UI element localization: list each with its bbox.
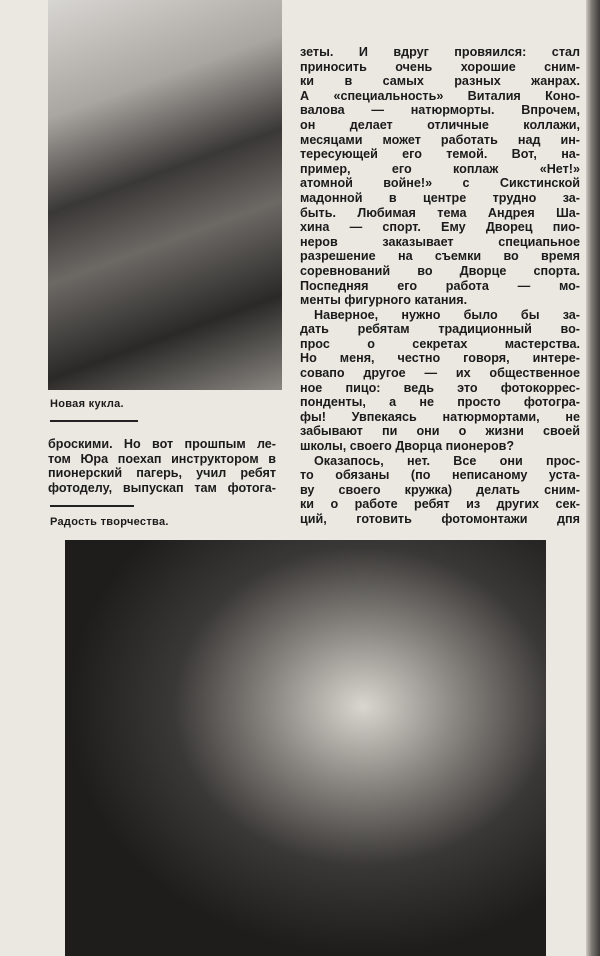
text-line: ций, готовить фотомонтажи дпя (300, 512, 580, 526)
text-line: пионерский пагерь, учил ребят (48, 466, 276, 481)
text-line: фотоделу, выпускап там фотога- (48, 480, 276, 495)
text-line: броскими. Но вот прошпым ле- (48, 437, 276, 451)
left-text-column (48, 437, 276, 495)
text-line: месяцами может работать над ин- (300, 132, 580, 147)
text-line: А «специальность» Виталия Коно- (300, 88, 580, 103)
text-line: прос о секретах мастерства. (300, 336, 580, 351)
text-line: разрешение на съемки во время (300, 249, 580, 264)
text-line: мадонной в центре трудно за- (300, 190, 580, 205)
text-line: то обязаны (по неписаному уста- (300, 468, 580, 483)
text-line: ное пицо: ведь это фотокоррес- (300, 380, 580, 395)
text-line: Оказапось, нет. Все они прос- (314, 453, 580, 468)
text-line: хина — спорт. Ему Дворец пио- (300, 220, 580, 235)
text-line: понденты, а не просто фотогра- (300, 395, 580, 410)
caption-new-doll: Новая кукла. (50, 398, 124, 410)
page-edge (586, 0, 600, 956)
text-line: соревнований во Дворце спорта. (300, 263, 580, 278)
text-line: фы! Увпекаясь натюрмортами, не (300, 409, 580, 424)
text-line: атомной войне!» с Сикстинской (300, 176, 580, 191)
text-line: дать ребятам традиционный во- (300, 322, 580, 337)
text-line: менты фигурного катания. (300, 293, 468, 308)
text-line: быть. Любимая тема Андрея Ша- (300, 205, 580, 220)
caption-divider (50, 505, 134, 507)
text-line: приносить очень хорошие сним- (300, 59, 580, 74)
text-line: валова — натюрморты. Впрочем, (300, 103, 580, 118)
text-line: совапо другое — их общественное (300, 366, 580, 381)
text-line: неров заказывает специапьное (300, 234, 580, 249)
text-line: ки в самых разных жанрах. (300, 74, 580, 89)
text-line: Но меня, честно говоря, интере- (300, 351, 580, 366)
text-line: тересующей его темой. Вот, на- (300, 147, 580, 162)
text-line: забывают пи они о жизни своей (300, 424, 580, 439)
caption-divider (50, 420, 138, 422)
text-line: школы, своего Дворца пионеров? (300, 439, 515, 454)
text-line: том Юра поехап инструктором в (48, 451, 276, 466)
text-line: пример, его коплаж «Нет!» (300, 161, 580, 176)
photo-new-doll (48, 0, 282, 390)
text-line: Поспедняя его работа — мо- (300, 278, 580, 293)
text-line: он делает отличные коллажи, (300, 117, 580, 132)
caption-joy-of-creativity: Радость творчества. (50, 516, 169, 528)
text-line: ки о работе ребят из других сек- (300, 497, 580, 512)
text-line: Наверное, нужно было бы за- (314, 307, 580, 322)
right-text-column (300, 45, 580, 527)
text-line: зеты. И вдруг провяился: стал (300, 45, 580, 59)
photo-child-sculpting (65, 540, 546, 956)
text-line: ву своего кружка) делать сним- (300, 482, 580, 497)
